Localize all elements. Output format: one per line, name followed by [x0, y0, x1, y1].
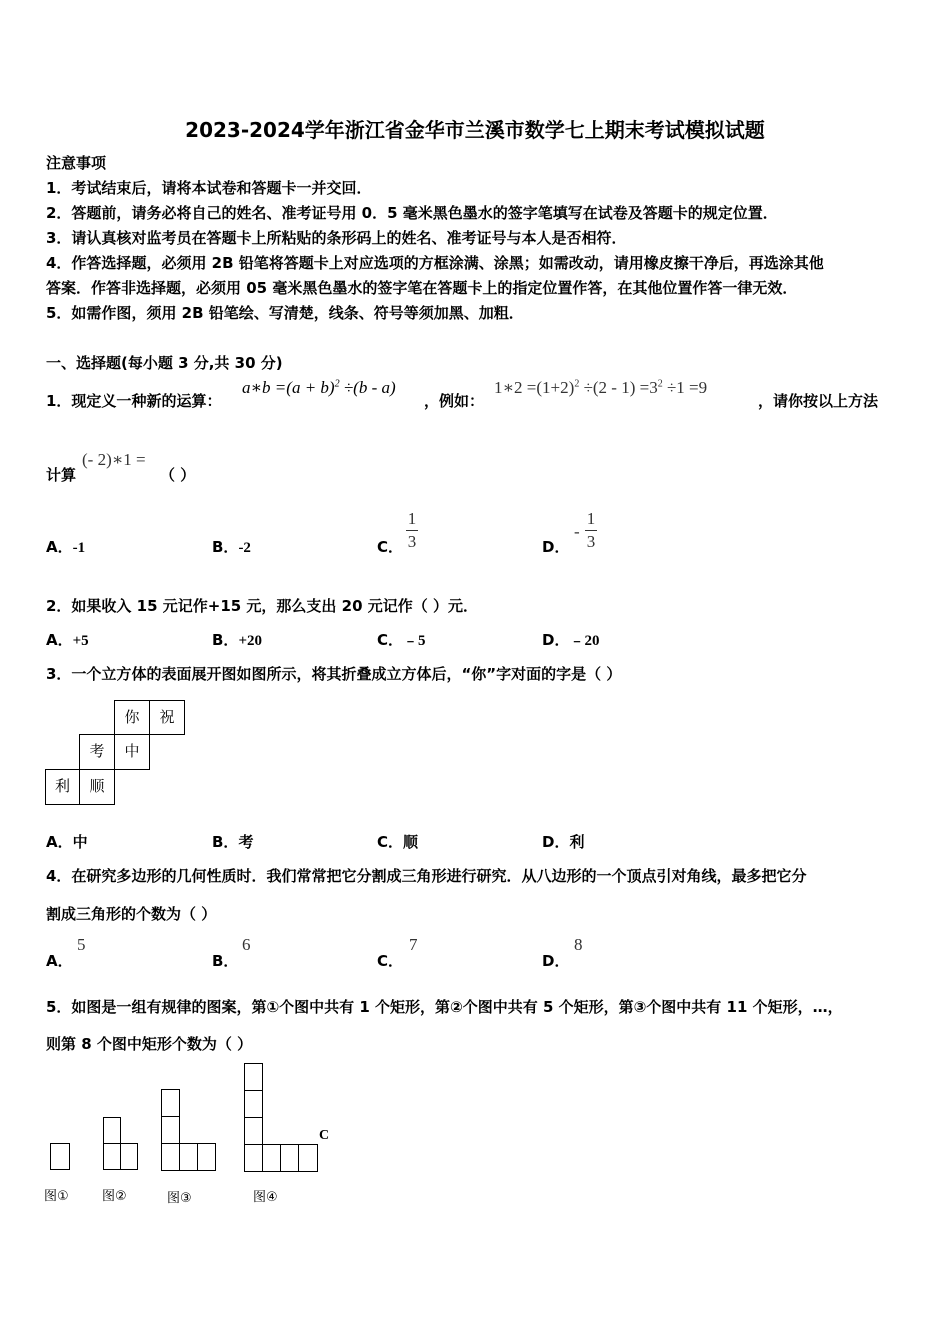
pattern-square	[103, 1117, 121, 1144]
notice-item: 2．答题前，请务必将自己的姓名、准考证号用 0．5 毫米黑色墨水的签字笔填写在试卷及答题卡的规定位置．	[46, 204, 778, 222]
q2-option-a: A．+5	[46, 631, 89, 649]
figure-caption: 图③	[167, 1191, 192, 1206]
pattern-square	[161, 1143, 180, 1171]
figure-caption: 图④	[253, 1190, 278, 1205]
q2-option-c: C．﹣5	[377, 631, 426, 649]
q1-line2-formula: (- 2)∗1 =	[82, 450, 146, 469]
q1-mid: ，例如：	[424, 392, 485, 410]
q3-text: 3．一个立方体的表面展开图如图所示，将其折叠成立方体后，“你”字对面的字是（ ）	[46, 665, 622, 683]
pattern-square	[120, 1143, 138, 1170]
net-cell: 祝	[149, 700, 185, 735]
q1-formula: a∗b $=(a + b)^2 \div(b - a)$	[242, 378, 396, 397]
q1-line2-prefix: 计算	[46, 466, 77, 484]
pattern-square	[103, 1143, 121, 1170]
pattern-square	[179, 1143, 198, 1171]
notice-item: 4．作答选择题，必须用 2B 铅笔将答题卡上对应选项的方框涂满、涂黑；如需改动，请用橡皮擦干净后，再选涂其他	[46, 254, 824, 272]
q3-option-b: B．考	[212, 833, 254, 851]
q1-line2-suffix: （ ）	[160, 466, 196, 484]
net-cell: 你	[114, 700, 150, 735]
q1-option-c: C．	[377, 538, 404, 556]
q2-text: 2．如果收入 15 元记作+15 元，那么支出 20 元记作（ ）元．	[46, 597, 478, 615]
corner-mark: C	[319, 1128, 330, 1143]
notice-item: 答案．作答非选择题，必须用 05 毫米黑色墨水的签字笔在答题卡上的指定位置作答，在其他位置作答一律无效．	[46, 279, 798, 297]
pattern-square	[244, 1090, 263, 1118]
pattern-square	[244, 1117, 263, 1145]
pattern-square	[161, 1089, 180, 1117]
q2-option-d: D．﹣20	[542, 631, 600, 649]
q3-option-a: A．中	[46, 833, 88, 851]
q1-option-b: B．-2	[212, 538, 251, 556]
q4-option-d-value: 8	[574, 935, 583, 954]
q1-prefix: 1．现定义一种新的运算：	[46, 392, 222, 410]
pattern-square	[262, 1144, 281, 1172]
q4-option-a: A．	[46, 952, 73, 970]
net-cell: 顺	[79, 769, 115, 805]
q4-option-b: B．	[212, 952, 239, 970]
q1-example: 1∗2 $=(1+2)^2 \div(2 - 1) =3^2 \div 1 =9$	[494, 378, 708, 397]
q5-line2: 则第 8 个图中矩形个数为（ ）	[46, 1035, 253, 1053]
q3-option-c: C．顺	[377, 833, 419, 851]
notice-item: 5．如需作图，须用 2B 铅笔绘、写清楚，线条、符号等须加黑、加粗．	[46, 304, 524, 322]
section-heading: 一、选择题(每小题 3 分,共 30 分)	[46, 354, 283, 372]
q4-option-d: D．	[542, 952, 570, 970]
pattern-square	[161, 1116, 180, 1144]
q1-option-a: A．-1	[46, 538, 86, 556]
notice-heading: 注意事项	[46, 154, 107, 172]
q4-option-b-value: 6	[242, 935, 251, 954]
notice-item: 1．考试结束后，请将本试卷和答题卡一并交回．	[46, 179, 372, 197]
pattern-square	[244, 1063, 263, 1091]
pattern-square	[280, 1144, 299, 1172]
q4-option-a-value: 5	[77, 935, 86, 954]
net-cell: 中	[114, 734, 150, 770]
net-cell: 考	[79, 734, 115, 770]
figure-caption: 图②	[102, 1189, 127, 1204]
q5-line1: 5．如图是一组有规律的图案，第①个图中共有 1 个矩形，第②个图中共有 5 个矩形，第③个图中共有 11 个矩形，…，	[46, 998, 843, 1016]
pattern-square	[197, 1143, 216, 1171]
q1-option-d-fraction: 1 3	[586, 509, 596, 551]
figure-caption: 图①	[44, 1189, 69, 1204]
q4-option-c-value: 7	[409, 935, 418, 954]
pattern-square	[244, 1144, 263, 1172]
pattern-square	[50, 1143, 70, 1170]
q1-option-d: D．	[542, 538, 570, 556]
q1-suffix: ，请你按以上方法	[758, 392, 879, 410]
q4-option-c: C．	[377, 952, 404, 970]
q3-option-d: D．利	[542, 833, 585, 851]
q1-option-c-fraction: 1 3	[407, 509, 417, 551]
notice-item: 3．请认真核对监考员在答题卡上所粘贴的条形码上的姓名、准考证号与本人是否相符．	[46, 229, 627, 247]
net-cell: 利	[45, 769, 80, 805]
q2-option-b: B．+20	[212, 631, 262, 649]
q4-line2: 割成三角形的个数为（ ）	[46, 905, 217, 923]
page-title: 2023-2024学年浙江省金华市兰溪市数学七上期末考试模拟试题	[185, 118, 765, 142]
pattern-square	[298, 1144, 318, 1172]
q1-option-d-sign: -	[574, 522, 580, 541]
q4-line1: 4．在研究多边形的几何性质时．我们常常把它分割成三角形进行研究．从八边形的一个顶点引对角线，最多把它分	[46, 867, 807, 885]
